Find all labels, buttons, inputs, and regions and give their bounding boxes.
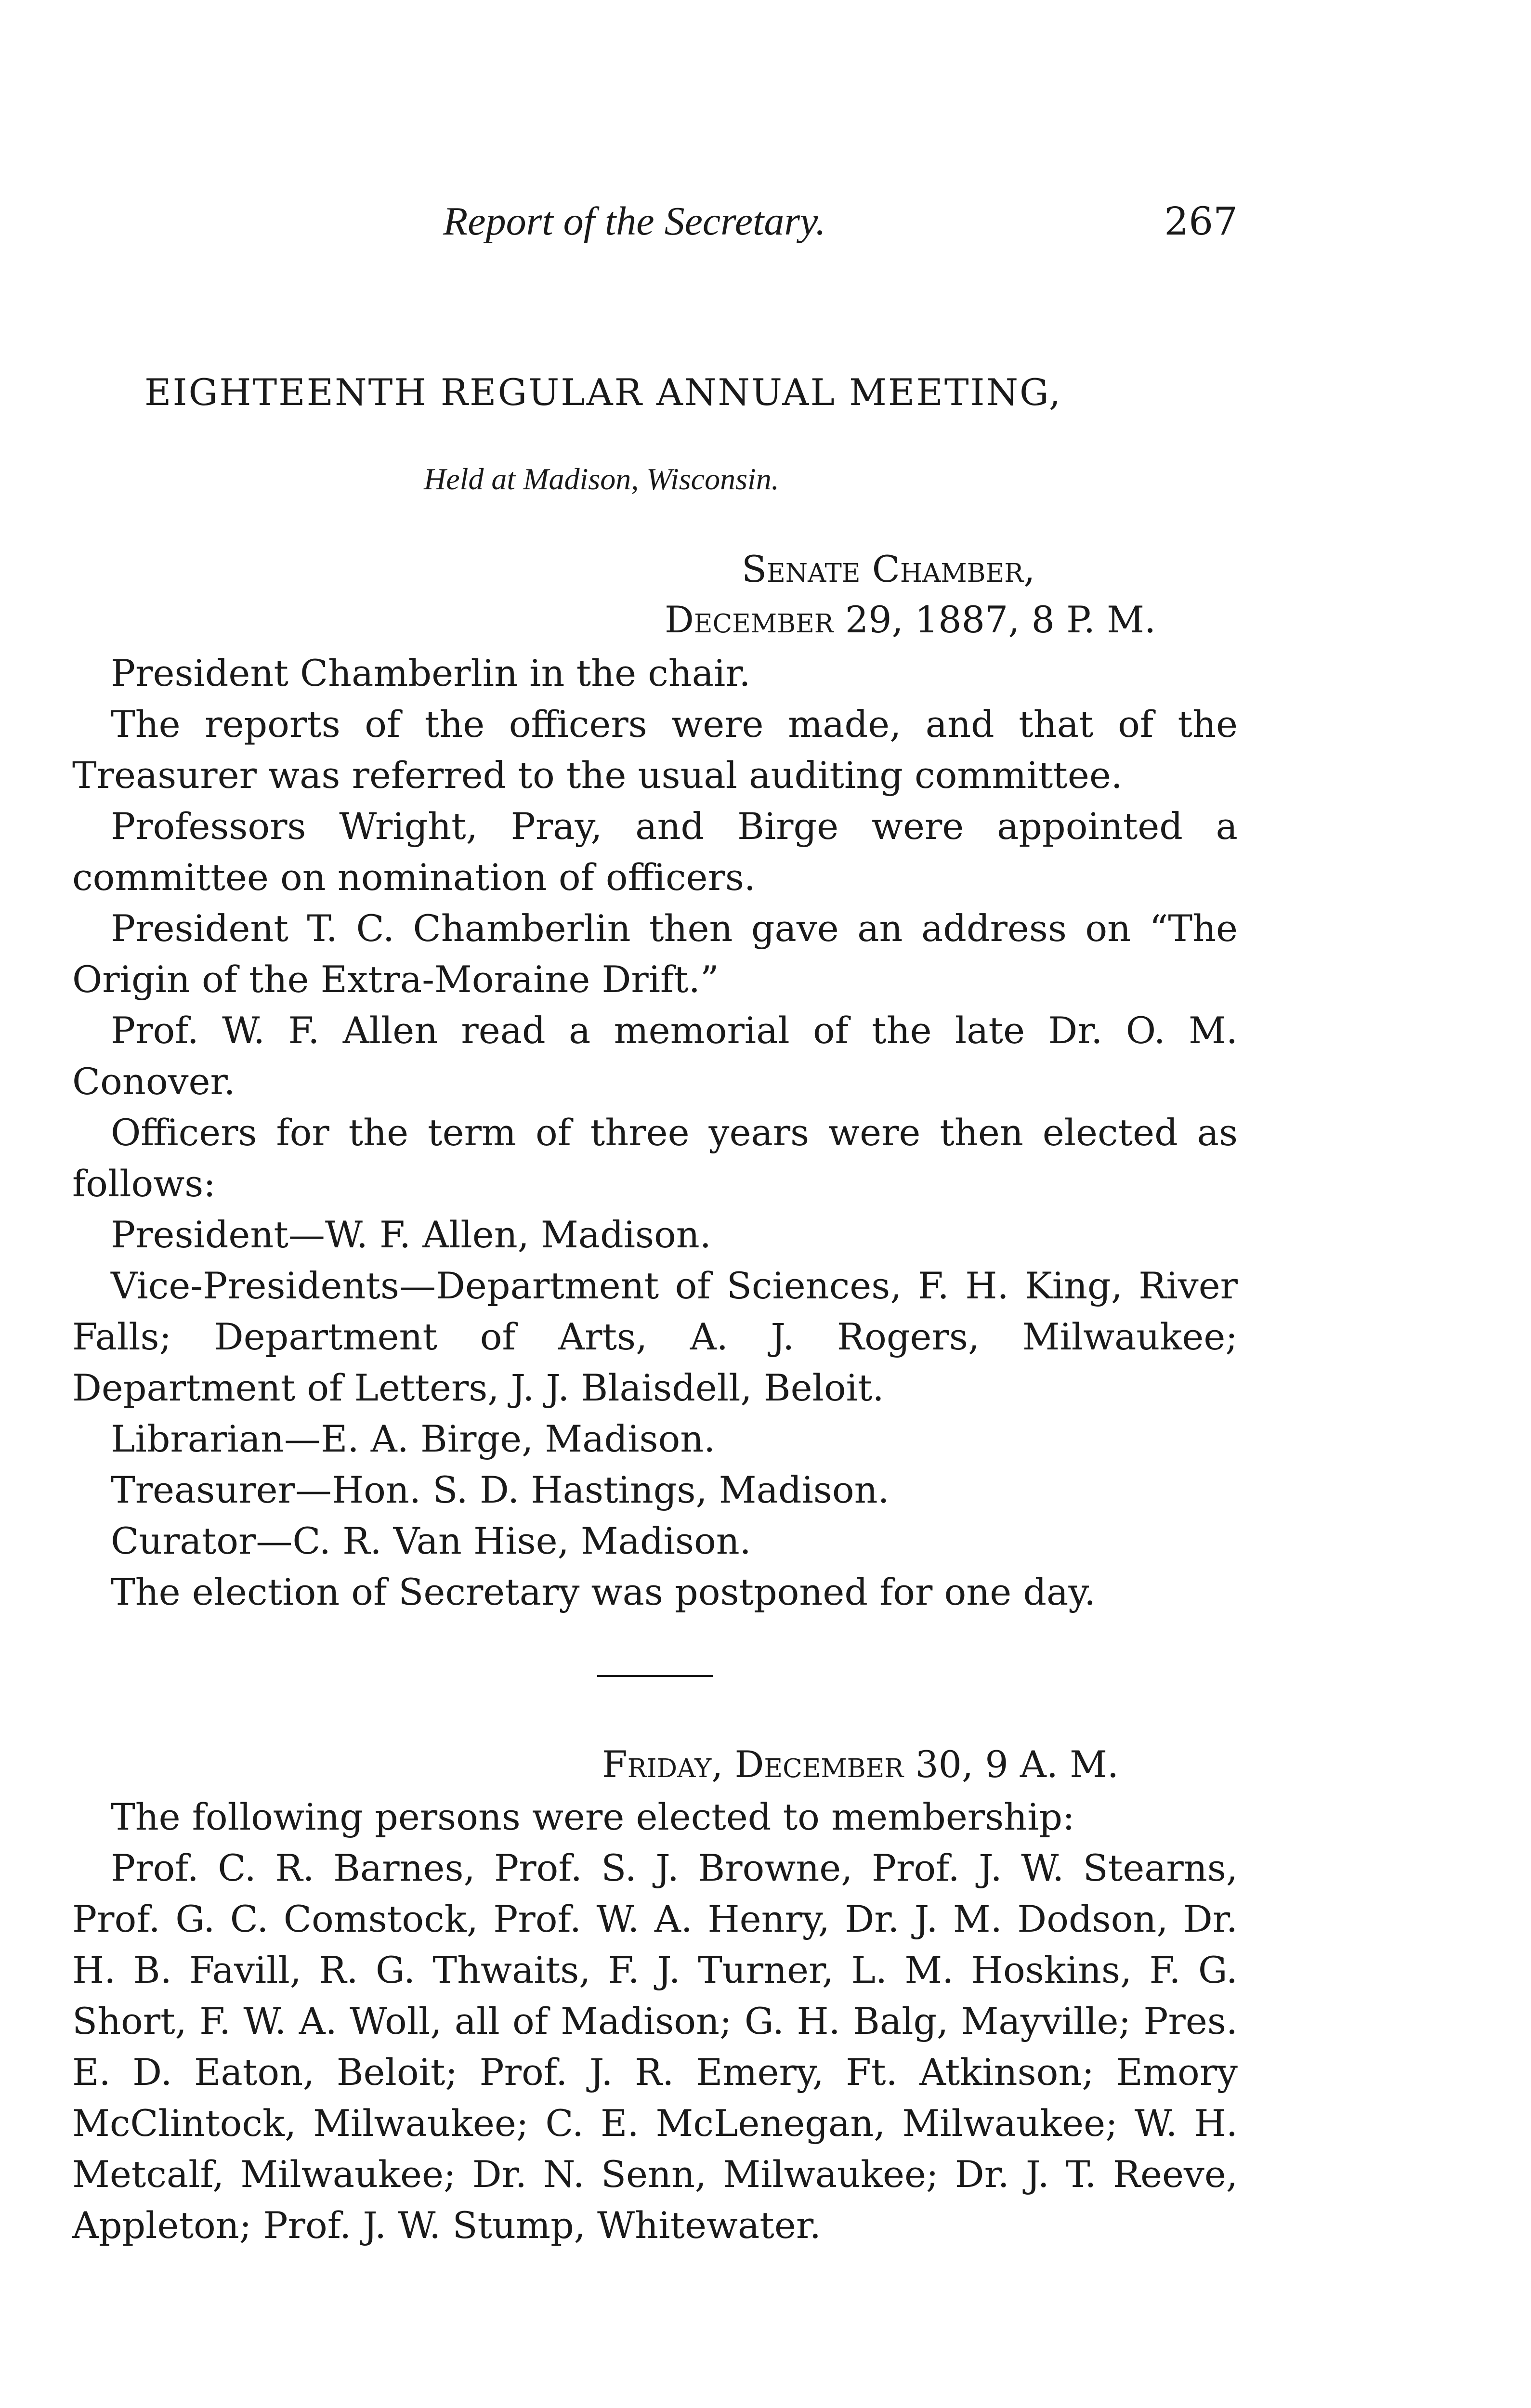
meeting-location: Held at Madison, Wisconsin. bbox=[424, 462, 779, 496]
running-head bbox=[72, 193, 1238, 250]
meeting-date: December 29, 1887, 8 P. M. bbox=[665, 598, 1156, 641]
page-number: 267 bbox=[1164, 199, 1238, 244]
minutes-paragraph: The reports of the officers were made, and that of the Treasurer was referred to the usual auditing committee. bbox=[72, 703, 1238, 797]
minutes-paragraph: Professors Wright, Pray, and Birge were appointed a committee on nomination of officers. bbox=[72, 805, 1238, 899]
minutes-paragraph: Librarian—E. A. Birge, Madison. bbox=[111, 1417, 716, 1460]
day-two-heading: Friday, December 30, 9 A. M. bbox=[602, 1743, 1119, 1786]
minutes-paragraph: Treasurer—Hon. S. D. Hastings, Madison. bbox=[111, 1468, 890, 1511]
membership-list: Prof. C. R. Barnes, Prof. S. J. Browne, Prof. J. W. Stearns, Prof. G. C. Comstock, Prof. W. A. Henry, Dr. J. M. Dodson, Dr. H. B. Favill, R. G. Thwaits, F. J. Turner, L. M. Hoskins, F. G. Short, F. W. A. Woll, all of Madison; G. H. Balg, Mayville; Pres. E. D. Eaton, Beloit; Prof. J. R. Emery, Ft. Atkinson; Emory McClintock, Milwaukee; C. E. McLenegan, Milwaukee; W. H. Metcalf, Milwaukee; Dr. N. Senn, Milwaukee; Dr. J. T. Reeve, Appleton; Prof. J. W. Stump, Whitewater. bbox=[72, 1846, 1238, 2247]
meeting-place: Senate Chamber, bbox=[742, 548, 1035, 590]
minutes-paragraph: Prof. W. F. Allen read a memorial of the late Dr. O. M. Conover. bbox=[72, 1009, 1238, 1103]
minutes-paragraph: The following persons were elected to membership: bbox=[111, 1795, 1075, 1838]
meeting-title: EIGHTEENTH REGULAR ANNUAL MEETING, bbox=[144, 371, 1062, 414]
minutes-day-two bbox=[72, 1792, 1238, 2251]
running-title: Report of the Secretary. bbox=[443, 199, 826, 244]
minutes-paragraph: President Chamberlin in the chair. bbox=[111, 652, 751, 694]
minutes-paragraph: The election of Secretary was postponed for one day. bbox=[111, 1570, 1096, 1613]
minutes-paragraph: Officers for the term of three years were then elected as follows: bbox=[72, 1111, 1238, 1205]
minutes-day-one bbox=[72, 648, 1238, 1618]
minutes-paragraph: Curator—C. R. Van Hise, Madison. bbox=[111, 1519, 751, 1562]
section-divider bbox=[597, 1675, 713, 1677]
minutes-paragraph: President—W. F. Allen, Madison. bbox=[111, 1213, 711, 1256]
minutes-paragraph: President T. C. Chamberlin then gave an address on “The Origin of the Extra-Moraine Drift.” bbox=[72, 907, 1238, 1001]
minutes-paragraph: Vice-Presidents—Department of Sciences, F. H. King, River Falls; Department of Arts, A. J. Rogers, Milwaukee; Department of Letters, J. J. Blaisdell, Beloit. bbox=[72, 1264, 1238, 1409]
